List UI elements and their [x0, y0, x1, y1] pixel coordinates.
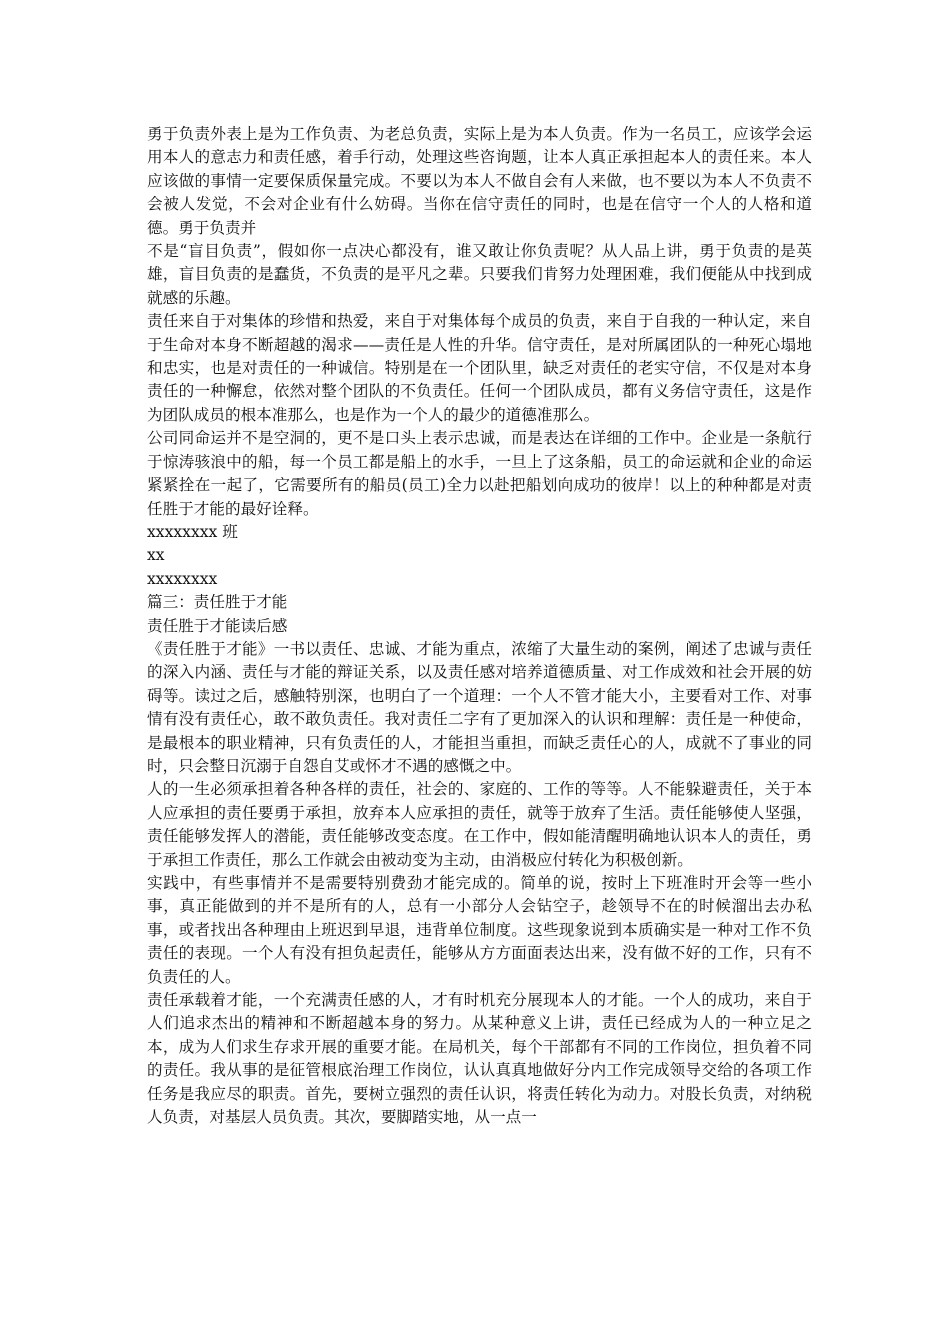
paragraph-responsibility-self: 勇于负责外表上是为工作负责、为老总负责，实际上是为本人负责。作为一名员工，应该学会运用本人的意志力和责任感，着手行动，处理这些咨询题，让本人真正承担起本人的责任来。本人应该做的事情一定要保质保量完成。不要以为本人不做自会有人来做，也不要以为本人不负责不会被人发觉，不会对企业有什么妨碍。当你在信守责任的同时，也是在信守一个人的人格和道德。勇于负责并 [147, 125, 812, 237]
paragraph-practice: 实践中，有些事情并不是需要特别费劲才能完成的。简单的说，按时上下班准时开会等一些小事，真正能做到的并不是所有的人，总有一小部分人会钻空子，趁领导不在的时候溜出去办私事，或者找出各种理由上班迟到早退，违背单位制度。这些现象说到本质确实是一种对工作不负责任的表现。一个人有没有担负起责任，能够从方方面面表达出来，没有做不好的工作，只有不负责任的人。 [147, 874, 812, 986]
document-body [147, 123, 812, 1129]
paragraph-collective-responsibility: 责任来自于对集体的珍惜和热爱，来自于对集体每个成员的负责，来自于自我的一种认定，来自于生命对本身不断超越的渴求——责任是人性的升华。信守责任，是对所属团队的一种死心塌地和忠实，也是对责任的一种诚信。特别是在一个团队里，缺乏对责任的老实守信，不仅是对本身责任的一种懈怠，依然对整个团队的不负责任。任何一个团队成员，都有义务信守责任，这是作为团队成员的根本准那么，也是作为一个人的最少的道德准那么。 [147, 312, 812, 424]
paragraph-book-intro: 《责任胜于才能》一书以责任、忠诚、才能为重点，浓缩了大量生动的案例，阐述了忠诚与责任的深入内涵、责任与才能的辩证关系，以及责任感对培养道德质量、对工作成效和社会开展的妨碍等。读过之后，感触特别深，也明白了一个道理：一个人不管才能大小，主要看对工作、对事情有没有责任心，敢不敢负责任。我对责任二字有了更加深入的认识和理解：责任是一种使命，是最根本的职业精神，只有负责任的人，才能担当重担，而缺乏责任心的人，成就不了事业的同时，只会整日沉溺于自怨自艾或怀才不遇的感慨之中。 [147, 639, 812, 775]
section-heading: 篇三：责任胜于才能 [147, 593, 288, 612]
class-line: xxxxxxxx 班 [147, 522, 238, 541]
essay-title: 责任胜于才能读后感 [147, 616, 288, 635]
paragraph-company-destiny: 公司同命运并不是空洞的，更不是口头上表示忠诚，而是表达在详细的工作中。企业是一条航行于惊涛骇浪中的船，每一个员工都是船上的水手，一旦上了这条船，员工的命运就和企业的命运紧紧拴在一起了，它需要所有的船员(员工)全力以赴把船划向成功的彼岸！以上的种种都是对责任胜于才能的最好诠释。 [147, 429, 812, 518]
id-line: xxxxxxxx [147, 569, 218, 588]
paragraph-life-responsibilities: 人的一生必须承担着各种各样的责任，社会的、家庭的、工作的等等。人不能躲避责任，关于本人应承担的责任要勇于承担，放弃本人应承担的责任，就等于放弃了生活。责任能够使人坚强，责任能够发挥人的潜能，责任能够改变态度。在工作中，假如能清醒明确地认识本人的责任，勇于承担工作责任，那么工作就会由被动变为主动，由消极应付转化为积极创新。 [147, 780, 812, 869]
author-line: xx [147, 546, 165, 565]
paragraph-ability: 责任承载着才能，一个充满责任感的人，才有时机充分展现本人的才能。一个人的成功，来自于人们追求杰出的精神和不断超越本身的努力。从某种意义上讲，责任已经成为人的一种立足之本，成为人们求生存求开展的重要才能。在局机关，每个干部都有不同的工作岗位，担负着不同的责任。我从事的是征管根底治理工作岗位，认认真真地做好分内工作完成领导交给的各项工作任务是我应尽的职责。首先，要树立强烈的责任认识，将责任转化为动力。对股长负责，对纳税人负责，对基层人员负责。其次，要脚踏实地，从一点一 [147, 991, 812, 1127]
paragraph-blind-responsibility: 不是“盲目负责”，假如你一点决心都没有，谁又敢让你负责呢？从人品上讲，勇于负责的是英雄，盲目负责的是蠢货，不负责的是平凡之辈。只要我们肯努力处理困难，我们便能从中找到成就感的乐趣。 [147, 242, 812, 307]
